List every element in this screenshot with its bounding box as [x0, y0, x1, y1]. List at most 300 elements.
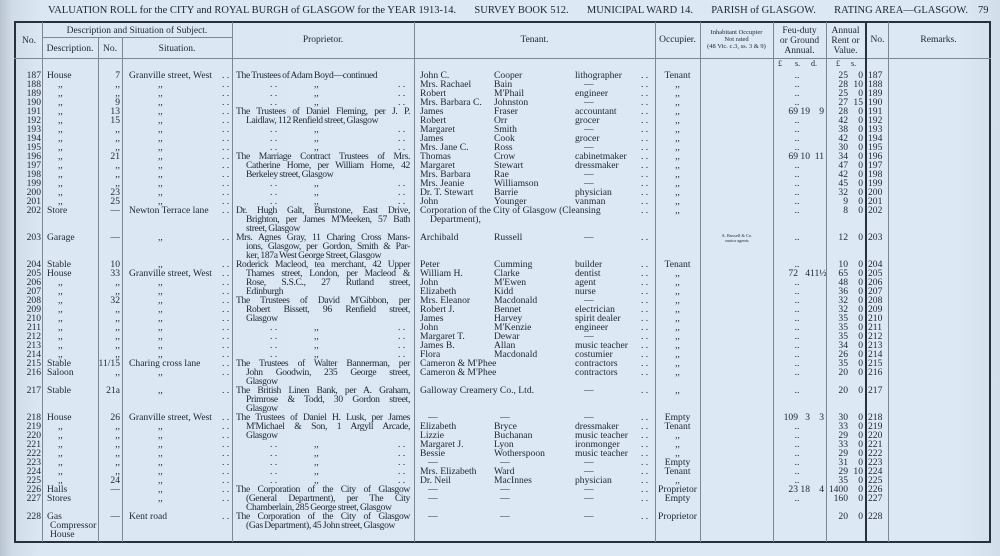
rent-shillings: 0: [858, 196, 863, 207]
tenant-occupation: —: [584, 142, 594, 153]
feu-none: ..: [794, 322, 800, 333]
table-border-right: [989, 22, 991, 542]
leader-dots: . .: [222, 331, 230, 342]
record-proprietor: The Corporation of the City of Glasgow: [236, 511, 410, 522]
record-occupier: ,,: [675, 286, 680, 297]
record-description: Store: [47, 205, 68, 216]
feu-none: ..: [794, 277, 800, 288]
col-line: [700, 22, 701, 542]
leader-dots: . .: [270, 142, 278, 153]
leader-dots: . .: [641, 286, 649, 297]
col-line: [888, 22, 889, 542]
title-parish: PARISH of GLASGOW.: [711, 5, 816, 16]
tenant-occupation: grocer: [575, 133, 600, 144]
record-number-right: 187: [868, 70, 883, 81]
record-description: Stores: [47, 493, 71, 504]
record-proprietor: Chamberlain, 285 George street, Glasgow: [246, 502, 392, 513]
leader-dots: . .: [270, 475, 278, 486]
record-description: Stable: [47, 385, 71, 396]
record-occupier: ,,: [675, 277, 680, 288]
leader-dots: . .: [641, 331, 649, 342]
rent-shillings: 0: [858, 448, 863, 459]
record-number: 190: [26, 97, 41, 108]
record-proprietor-ditto: ,,: [314, 196, 319, 207]
tenant-occupation: physician: [575, 187, 612, 198]
tenant-occupation: —: [584, 79, 594, 90]
record-description: ,,: [58, 79, 63, 90]
leader-dots: . .: [270, 466, 278, 477]
rent-pounds: 35: [838, 358, 848, 369]
rent-shillings: 0: [858, 295, 863, 306]
record-number: 206: [26, 277, 41, 288]
record-number: 193: [26, 124, 41, 135]
record-proprietor: The Trustees of Daniel H. Lusk, per James: [236, 412, 410, 423]
leader-dots: . .: [641, 259, 649, 270]
record-description: ,,: [58, 97, 63, 108]
leader-dots: . .: [270, 349, 278, 360]
record-occupier: ,,: [675, 268, 680, 279]
tenant-surname: —: [500, 412, 510, 423]
record-number: 210: [26, 313, 41, 324]
rent-pounds: 12: [838, 232, 848, 243]
leader-dots: . .: [222, 457, 230, 468]
record-number: 219: [26, 421, 41, 432]
record-number: 205: [26, 268, 41, 279]
record-description: ,,: [58, 187, 63, 198]
leader-dots: . .: [222, 169, 230, 180]
feu-pounds: 69: [788, 151, 798, 162]
leader-dots: . .: [641, 106, 649, 117]
col-line: [122, 37, 123, 542]
feu-none: ..: [794, 421, 800, 432]
leader-dots: . .: [641, 448, 649, 459]
record-occupier: ,,: [675, 358, 680, 369]
record-description: ,,: [58, 421, 63, 432]
record-number: 208: [26, 295, 41, 306]
tenant-occupation: —: [584, 493, 594, 504]
tenant-first-name: Elizabeth: [420, 421, 457, 432]
tenant-occupation: dressmaker: [575, 421, 619, 432]
leader-dots: . .: [222, 79, 230, 90]
record-number-right: 216: [868, 367, 883, 378]
leader-dots: . .: [398, 340, 406, 351]
leader-dots: . .: [270, 340, 278, 351]
leader-dots: . .: [641, 475, 649, 486]
record-description: ,,: [58, 322, 63, 333]
record-house-number: 9: [115, 97, 120, 108]
tenant-occupation: contractors: [575, 358, 618, 369]
rent-shillings: 0: [858, 115, 863, 126]
tenant-occupation: —: [584, 331, 594, 342]
record-house-number: ,,: [115, 286, 120, 297]
tenant-occupation: dressmaker: [575, 160, 619, 171]
tenant-surname: Cooper: [494, 70, 523, 81]
tenant-occupation: —: [584, 511, 594, 522]
record-situation: ,,: [158, 187, 163, 198]
record-number-right: 207: [868, 286, 883, 297]
record-house-number: ,,: [115, 421, 120, 432]
record-occupier: ,,: [675, 178, 680, 189]
record-situation: ,,: [158, 313, 163, 324]
tenant-surname: Macdonald: [494, 349, 538, 360]
leader-dots: . .: [222, 340, 230, 351]
record-house-number: —: [110, 232, 120, 243]
tenant-surname: M'Ewen: [494, 277, 527, 288]
record-description: House: [47, 412, 72, 423]
col-line: [414, 22, 415, 542]
rent-pounds: 8: [843, 205, 848, 216]
record-occupier: ,,: [675, 151, 680, 162]
leader-dots: . .: [222, 124, 230, 135]
record-proprietor: Glasgow: [246, 430, 278, 441]
record-description: ,,: [58, 178, 63, 189]
tenant-occupation: costumier: [575, 349, 613, 360]
leader-dots: . .: [222, 115, 230, 126]
record-house-number: ,,: [115, 124, 120, 135]
record-proprietor: Glasgow: [246, 403, 278, 414]
record-situation: ,,: [158, 79, 163, 90]
record-number: 224: [26, 466, 41, 477]
rent-shillings: 0: [858, 412, 863, 423]
tenant-surname: MacInnes: [494, 475, 532, 486]
tenant-surname: —: [500, 493, 510, 504]
rent-pounds: 1400: [828, 484, 848, 495]
feu-unit-pence: d.: [811, 59, 817, 68]
feu-shillings: 4: [805, 268, 810, 279]
record-description: Stable: [47, 259, 71, 270]
tenant-first-name: John: [420, 277, 439, 288]
leader-dots: . .: [641, 277, 649, 288]
feu-none: ..: [794, 457, 800, 468]
rent-pounds: 42: [838, 115, 848, 126]
record-situation: ,,: [158, 439, 163, 450]
tenant-occupation: —: [584, 457, 594, 468]
record-description: Saloon: [47, 367, 74, 378]
title-ward: MUNICIPAL WARD 14.: [586, 5, 693, 16]
tenant-first-name: John: [420, 196, 439, 207]
record-house-number: ,,: [115, 331, 120, 342]
record-situation: ,,: [158, 160, 163, 171]
header-remarks: Remarks.: [920, 35, 957, 45]
col-line: [826, 22, 827, 542]
record-proprietor: The British Linen Bank, per A. Graham,: [236, 385, 410, 396]
record-situation: ,,: [158, 259, 163, 270]
record-situation: ,,: [158, 331, 163, 342]
record-situation: ,,: [158, 304, 163, 315]
record-house-number: 13: [110, 106, 120, 117]
record-occupier: ,,: [675, 133, 680, 144]
record-occupier: Empty: [664, 412, 691, 423]
record-occupier: ,,: [675, 475, 680, 486]
record-description: ,,: [58, 124, 63, 135]
record-house-number: —: [110, 511, 120, 522]
record-proprietor: Dr. Hugh Galt, Burnstone, East Drive,: [236, 205, 410, 216]
record-description: House: [47, 70, 72, 81]
leader-dots: . .: [222, 484, 230, 495]
feu-none: ..: [794, 448, 800, 459]
feu-shillings: 18: [800, 484, 810, 495]
header-annual-rent: [826, 26, 865, 56]
record-occupier: ,,: [675, 367, 680, 378]
rent-shillings: 0: [858, 493, 863, 504]
tenant-occupation: electrician: [575, 304, 615, 315]
leader-dots: . .: [398, 439, 406, 450]
feu-none: ..: [794, 115, 800, 126]
rent-shillings: 0: [858, 232, 863, 243]
tenant-surname: Buchanan: [494, 430, 533, 441]
record-house-number: 33: [110, 268, 120, 279]
feu-none: ..: [794, 466, 800, 477]
feu-none: ..: [794, 493, 800, 504]
record-situation: ,,: [158, 124, 163, 135]
feu-pence: 9: [819, 106, 824, 117]
record-occupier: ,,: [675, 97, 680, 108]
feu-none: ..: [794, 187, 800, 198]
header-description-group: Description and Situation of Subject.: [66, 26, 208, 36]
rent-shillings: 0: [858, 367, 863, 378]
record-occupier: ,,: [675, 142, 680, 153]
tenant-occupation: builder: [575, 259, 603, 270]
col-line-thick: [865, 22, 867, 542]
leader-dots: . .: [398, 178, 406, 189]
rent-shillings: 0: [858, 259, 863, 270]
rent-pounds: 28: [838, 106, 848, 117]
record-house-number: 11/15: [98, 358, 120, 369]
record-proprietor-ditto: ,,: [314, 331, 319, 342]
tenant-surname: Bain: [494, 79, 513, 90]
leader-dots: . .: [398, 133, 406, 144]
rent-pounds: 35: [838, 313, 848, 324]
record-house-number: ,,: [115, 142, 120, 153]
record-occupier: ,,: [675, 430, 680, 441]
tenant-occupation: music teacher: [575, 430, 629, 441]
record-house-number: 21: [110, 151, 120, 162]
leader-dots: . .: [222, 304, 230, 315]
record-occupier: ,,: [675, 124, 680, 135]
record-proprietor-ditto: ,,: [314, 439, 319, 450]
record-proprietor-ditto: ,,: [314, 466, 319, 477]
leader-dots: . .: [270, 439, 278, 450]
rent-pounds: 65: [838, 268, 848, 279]
leader-dots: . .: [398, 322, 406, 333]
record-occupier: Tenant: [664, 466, 691, 477]
record-house-number: 23: [110, 187, 120, 198]
record-number: 198: [26, 169, 41, 180]
record-number: 215: [26, 358, 41, 369]
record-description: Stable: [47, 358, 71, 369]
leader-dots: . .: [641, 439, 649, 450]
feu-unit-shillings: s.: [795, 59, 801, 68]
leader-dots: . .: [641, 385, 649, 396]
header-inhabitant-line: Not rated: [724, 36, 749, 43]
rent-shillings: 0: [858, 124, 863, 135]
record-number-right: 212: [868, 331, 883, 342]
leader-dots: . .: [222, 511, 230, 522]
rent-pounds: 30: [838, 142, 848, 153]
leader-dots: . .: [641, 79, 649, 90]
record-number: 211: [26, 322, 41, 333]
rent-shillings: 0: [858, 88, 863, 99]
leader-dots: . .: [641, 304, 649, 315]
tenant-surname: Williamson: [494, 178, 539, 189]
record-number-right: 206: [868, 277, 883, 288]
tenant-occupation: dentist: [575, 268, 601, 279]
record-description: Halls: [47, 484, 68, 495]
feu-none: ..: [794, 331, 800, 342]
record-description: ,,: [58, 466, 63, 477]
tenant-first-name: Mrs. Barbara C.: [420, 97, 482, 108]
record-proprietor-ditto: ,,: [314, 457, 319, 468]
tenant-first-name: Dr. Neil: [420, 475, 451, 486]
header-no: No.: [22, 36, 36, 46]
rent-unit-shillings: s.: [851, 59, 857, 68]
leader-dots: . .: [222, 232, 230, 243]
leader-dots: . .: [270, 133, 278, 144]
col-line: [773, 22, 774, 542]
record-proprietor: John Goodwin, 235 George street,: [246, 367, 410, 378]
record-occupier: ,,: [675, 322, 680, 333]
tenant-occupation: contractors: [575, 367, 618, 378]
record-proprietor: The Marriage Contract Trustees of Mrs.: [236, 151, 410, 162]
record-occupier: ,,: [675, 160, 680, 171]
record-occupier: Tenant: [664, 70, 691, 81]
record-situation: ,,: [158, 178, 163, 189]
tenant-surname: Cook: [494, 133, 515, 144]
feu-none: ..: [794, 169, 800, 180]
tenant-surname: Ward: [494, 466, 515, 477]
leader-dots: . .: [641, 196, 649, 207]
record-house-number: ,,: [115, 430, 120, 441]
record-occupier: ,,: [675, 295, 680, 306]
tenant-occupation: music teacher: [575, 448, 629, 459]
record-description: ,,: [58, 151, 63, 162]
header-feu-line: Feu-duty: [782, 26, 817, 36]
tenant-occupation: —: [584, 385, 594, 396]
record-house-number: 21a: [106, 385, 120, 396]
record-number: 222: [26, 448, 41, 459]
leader-dots: . .: [222, 160, 230, 171]
record-number-right: 193: [868, 124, 883, 135]
tenant-surname: Kidd: [494, 286, 514, 297]
record-occupier: ,,: [675, 115, 680, 126]
tenant-occupation: grocer: [575, 115, 600, 126]
record-proprietor: The Trustees of Daniel Fleming, per J. P.: [236, 106, 410, 117]
leader-dots: . .: [641, 358, 649, 369]
record-proprietor-ditto: ,,: [314, 133, 319, 144]
leader-dots: . .: [641, 160, 649, 171]
feu-none: ..: [794, 196, 800, 207]
tenant-first-name: —: [428, 457, 438, 468]
record-situation: ,,: [158, 457, 163, 468]
leader-dots: . .: [398, 124, 406, 135]
record-situation: ,,: [158, 493, 163, 504]
record-situation: ,,: [158, 322, 163, 333]
rent-pounds: 32: [838, 304, 848, 315]
leader-dots: . .: [222, 493, 230, 504]
leader-dots: . .: [222, 151, 230, 162]
tenant-first-name: Margaret: [420, 160, 455, 171]
rent-pounds: 36: [838, 286, 848, 297]
record-situation: ,,: [158, 169, 163, 180]
record-number-right: 210: [868, 313, 883, 324]
rent-pounds: 25: [838, 88, 848, 99]
record-proprietor: Berkeley street, Glasgow: [246, 169, 334, 180]
tenant-occupation: —: [584, 295, 594, 306]
leader-dots: . .: [270, 331, 278, 342]
record-number: 214: [26, 349, 41, 360]
record-number: 196: [26, 151, 41, 162]
feu-none: ..: [794, 439, 800, 450]
record-number-right: 211: [868, 322, 883, 333]
leader-dots: . .: [270, 187, 278, 198]
rent-shillings: 0: [858, 151, 863, 162]
page-number: 79: [978, 5, 989, 16]
rent-pounds: 42: [838, 169, 848, 180]
header-rent-line: Rent or: [831, 36, 860, 46]
tenant-surname: Allan: [494, 340, 516, 351]
tenant-occupation: ironmonger: [575, 439, 620, 450]
record-number-right: 196: [868, 151, 883, 162]
rent-pounds: 31: [838, 457, 848, 468]
leader-dots: . .: [222, 448, 230, 459]
leader-dots: . .: [641, 205, 649, 216]
record-occupier: Tenant: [664, 259, 691, 270]
record-situation: Charing cross lane: [129, 358, 201, 369]
tenant-first-name: Flora: [420, 349, 441, 360]
record-number-right: 192: [868, 115, 883, 126]
tenant-first-name: Margaret: [420, 124, 455, 135]
rent-pounds: 45: [838, 178, 848, 189]
tenant-surname: Smith: [494, 124, 517, 135]
record-tenant: Department),: [430, 214, 481, 225]
leader-dots: . .: [222, 286, 230, 297]
record-situation: Kent road: [129, 511, 168, 522]
feu-none: ..: [794, 142, 800, 153]
record-occupier: ,,: [675, 439, 680, 450]
tenant-first-name: Archibald: [420, 232, 459, 243]
tenant-first-name: —: [428, 412, 438, 423]
rent-shillings: 10: [853, 466, 863, 477]
rent-shillings: 0: [858, 304, 863, 315]
feu-none: ..: [794, 340, 800, 351]
record-proprietor: Mrs. Agnes Gray, 11 Charing Cross Mans-: [236, 232, 410, 243]
rent-pounds: 28: [838, 79, 848, 90]
header-feu-duty: [773, 26, 826, 56]
record-description: ,,: [58, 196, 63, 207]
record-proprietor: (Gas Department), 45 John street, Glasgow: [246, 520, 396, 531]
title-survey-book: SURVEY BOOK 512.: [474, 5, 569, 16]
record-description: ,,: [58, 106, 63, 117]
header-tenant: Tenant.: [520, 35, 549, 45]
record-number: 197: [26, 160, 41, 171]
record-situation: ,,: [158, 115, 163, 126]
record-proprietor-ditto: ,,: [314, 349, 319, 360]
record-house-number: ,,: [115, 88, 120, 99]
record-number-right: 202: [868, 205, 883, 216]
rent-pounds: 33: [838, 421, 848, 432]
rent-pounds: 32: [838, 187, 848, 198]
tenant-first-name: James: [420, 106, 444, 117]
record-occupier: Proprietor: [658, 484, 697, 495]
tenant-first-name: Cameron & M'Phee: [420, 367, 497, 378]
feu-none: ..: [794, 79, 800, 90]
record-situation: ,,: [158, 466, 163, 477]
record-house-number: ,,: [115, 340, 120, 351]
tenant-surname: Macdonald: [494, 295, 538, 306]
record-proprietor: The Trustees of Adam Boyd—continued: [236, 70, 378, 81]
col-line: [42, 22, 43, 542]
record-house-number: ,,: [115, 79, 120, 90]
